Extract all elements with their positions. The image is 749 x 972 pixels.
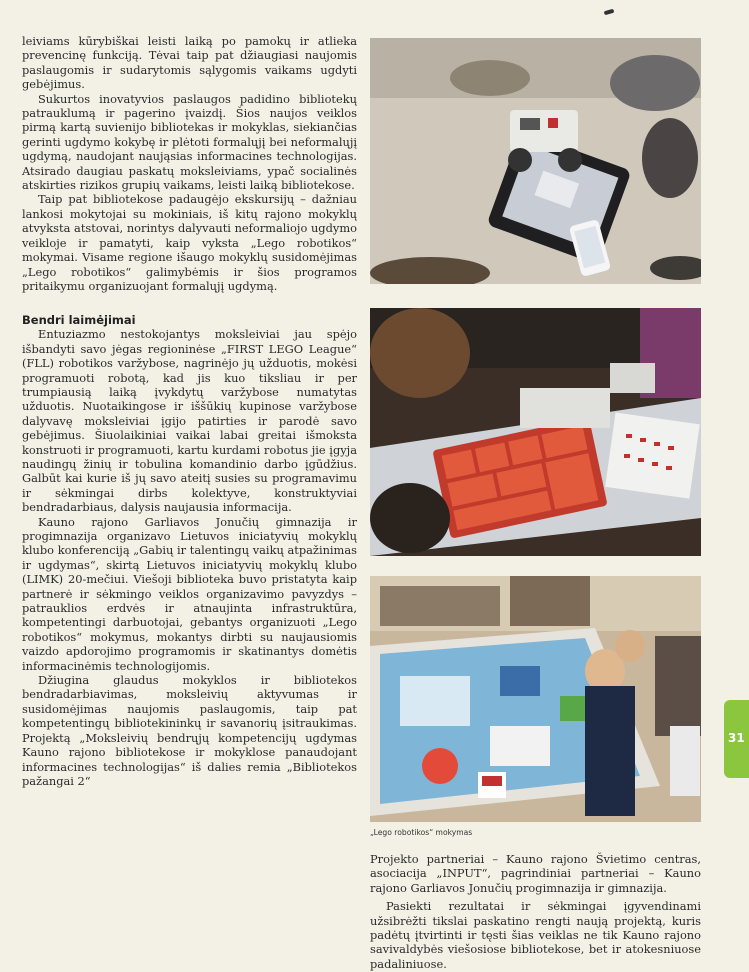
robot-tablet-photo	[370, 38, 701, 284]
body-paragraph: Džiugina glaudus mokyklos ir bibliotekos bendradarbiavimas, moksleivių aktyvumas ir susidomėjimas naujomis paslaugomis, taip pat kompetentingų bibliotekininkų ir savanorių įsitraukimas. Projektą „Moksleivių bendrųjų kompetencijų ugdymas Kauno rajono bibliotekose ir mokyklose panaudojant informacines technologijas“ iš dalies remia „Bibliotekos pažangai 2“	[22, 673, 357, 788]
photo-caption: „Lego robotikos“ mokymas	[370, 828, 473, 837]
competition-board-photo	[370, 576, 701, 822]
body-paragraph: leiviams kūrybiškai leisti laiką po pamokų ir atlieka prevencinę funkciją. Tėvai taip pat džiaugiasi naujomis paslaugomis ir sudarytomis sąlygomis vaikams ugdyti gebėjimus.	[22, 34, 357, 92]
body-paragraph: Entuziazmo nestokojantys moksleiviai jau spėjo išbandyti savo jėgas regioninėse „FIRST LEGO League“ (FLL) robotikos varžybose, nagrinėjo jų užduotis, mokėsi programuoti robotą, kad jis kuo tiksliau ir per trumpiausią laiką įvykdytų varžybose numatytas užduotis. Nuotaikingose ir iššūkių kupinose varžybose dalyvavę moksleiviai įgijo patirties ir parodė savo gebėjimus. Šiuolaikiniai vaikai labai greitai išmoksta konstruoti ir programuoti, kartu kurdami robotus jie įgyja naudingų žinių ir tobulina komandinio darbo įgūdžius. Galbūt kai kurie iš jų savo ateitį susies su programavimu ir sėkmingai dirbs kolektyve, konstruktyviai bendradarbiaus, dalysis naujausia informacija.	[22, 327, 357, 515]
body-paragraph: Sukurtos inovatyvios paslaugos padidino bibliotekų patrauklumą ir pagerino įvaizdį. Šios naujos veiklos pirmą kartą suvienijo bibliotekas ir mokyklas, siekiančias gerinti ugdymo kokybę ir plėtoti formalųjį bei neformalųjį ugdymą, naudojant naująsias informacines technologijas. Atsirado daugiau paskatų moksleiviams, ypač socialinės atskirties rizikos grupių vaikams, leisti laiką bibliotekose.	[22, 91, 357, 193]
lego-kit-photo	[370, 308, 701, 556]
body-paragraph: Projekto partneriai – Kauno rajono Švietimo centras, asociacija „INPUT“, pagrindiniai partneriai – Kauno rajono Garliavos Jonučių progimnazija ir gimnazija.	[370, 852, 701, 895]
page-number: 31	[728, 731, 745, 745]
body-paragraph: Taip pat bibliotekose padaugėjo ekskursijų – dažniau lankosi mokytojai su mokiniais, iš kitų rajono mokyklų atvyksta atstovai, norintys dalyvauti neformaliojo ugdymo veikloje ir pamatyti, kaip vyksta „Lego robotikos“ mokymai. Visame regione išaugo mokyklų susidomėjimas „Lego robotikos“ galimybėmis ir šios programos pritaikymu organizuojant formalųjį ugdymą.	[22, 192, 357, 293]
left-text-column	[22, 34, 357, 788]
right-text-block	[370, 852, 701, 971]
section-heading: Bendri laimėjimai	[22, 313, 136, 328]
body-paragraph: Kauno rajono Garliavos Jonučių gimnazija ir progimnazija organizavo Lietuvos iniciatyvių mokyklų klubo konferenciją „Gabių ir talentingų vaikų atpažinimas ir ugdymas“, skirtą Lietuvos iniciatyvių mokyklų klubo (LIMK) 20-mečiui. Viešoji biblioteka buvo pristatyta kaip partnerė ir sėkmingo veiklos organizavimo pavyzdys – patrauklios erdvės ir atnaujinta infrastruktūra, kompetentingi darbuotojai, gebantys organizuoti „Lego robotikos“ mokymus, mokantys dirbti su naujausiomis vaizdo apdorojimo programomis ir skatinantys domėtis informacinėmis technologijomis.	[22, 514, 357, 673]
right-column	[370, 0, 701, 972]
body-paragraph: Pasiekti rezultatai ir sėkmingai įgyvendinami užsibrėžti tikslai paskatino rengti naują projektą, kuris padėtų įtvirtinti ir tęsti šias veiklas ne tik Kauno rajono savivaldybės viešosiose bibliotekose, bet ir atokesniuose padaliniuose.	[370, 899, 701, 971]
